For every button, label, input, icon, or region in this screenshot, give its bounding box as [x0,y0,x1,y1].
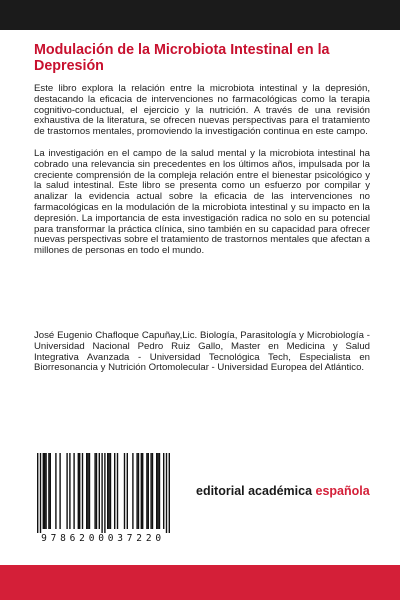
barcode-bar [132,453,133,529]
barcode-bar [89,453,90,529]
publisher-main: editorial académica [196,484,316,498]
publisher-name [196,484,370,498]
barcode-bar [66,453,67,529]
barcode-bar [55,453,56,529]
barcode-bar [148,453,149,529]
barcode-bar [50,453,51,529]
description-paragraph-1: Este libro explora la relación entre la microbiota intestinal y la depresión, destacando la eficacia de intervenciones no farmacológicas como la terapia cognitivo-conductual, el ejercicio y la nutrición. A través de una revisión exhaustiva de la literatura, se ofrecen nuevas perspectivas para el tratamiento de trastornos mentales, promoviendo la investigación continua en este campo. [34,83,370,138]
book-title: Modulación de la Microbiota Intestinal en la Depresión [34,42,330,74]
barcode-bar [45,453,46,529]
barcode-bar [157,453,158,529]
barcode-bar [141,453,142,529]
barcode-bar [87,453,88,529]
barcode-bar [59,453,60,529]
barcode-bar [107,453,108,529]
barcode-bar [94,453,95,529]
barcode-bar [163,453,164,529]
barcode-bar [159,453,160,529]
barcode-bar [114,453,115,529]
barcode-bar [124,453,125,529]
barcode-bar [138,453,139,529]
publisher-accent: española [315,484,370,498]
barcode-bar [166,453,167,533]
barcode-bar [146,453,147,529]
isbn-barcode [28,453,178,543]
barcode-bar [117,453,118,529]
barcode-bars [28,453,178,533]
barcode-bar [48,453,49,529]
description-paragraph-2: La investigación en el campo de la salud mental y la microbiota intestinal ha cobrado una relevancia sin precedentes en los últimos años, impulsada por la creciente comprensión de la compleja relación entre el bienestar psicológico y la salud intestinal. Este libro se presenta como un esfuerzo por compilar y analizar la evidencia actual sobre la eficacia de las intervenciones no farmacológicas en la modulación de la microbiota intestinal y su impacto en la depresión. La importancia de esta investigación radica no solo en su potencial para transformar la práctica clínica, sino también en su capacidad para ofrecer nuevas perspectivas sobre el tratamiento de trastornos mentales que afectan a millones de personas en todo el mundo. [34,148,370,257]
barcode-bar [96,453,97,529]
barcode-bar [136,453,137,529]
barcode-bar [110,453,111,529]
barcode-bar [169,453,170,533]
barcode-bar [40,453,41,533]
barcode-bar [150,453,151,529]
barcode-bar [73,453,74,529]
barcode-bar [108,453,109,529]
barcode-bar [152,453,153,529]
isbn-digits: 9786200037220 [41,533,165,544]
barcode-bar [142,453,143,529]
barcode-bar [79,453,80,529]
barcode-bar [43,453,44,529]
barcode-bar [86,453,87,529]
barcode-bar [44,453,45,529]
barcode-bar [156,453,157,529]
barcode-bar [127,453,128,529]
barcode-bar [99,453,100,529]
barcode-bar [37,453,38,533]
barcode-bar [104,453,105,533]
barcode-bar [101,453,102,533]
top-bar [0,0,400,30]
barcode-bar [78,453,79,529]
bottom-bar [0,565,400,600]
barcode-bar [69,453,70,529]
barcode-bar [82,453,83,529]
author-bio: José Eugenio Chafloque Capuñay,Lic. Biología, Parasitología y Microbiología - Universidad Nacional Pedro Ruiz Gallo, Master en Medicina y Salud Integrativa Avanzada - Universidad Tecnológica Tech, Especialista en Biorresonancia y Nutrición Ortomolecular - Universidad Europea del Atlántico. [34,330,370,374]
